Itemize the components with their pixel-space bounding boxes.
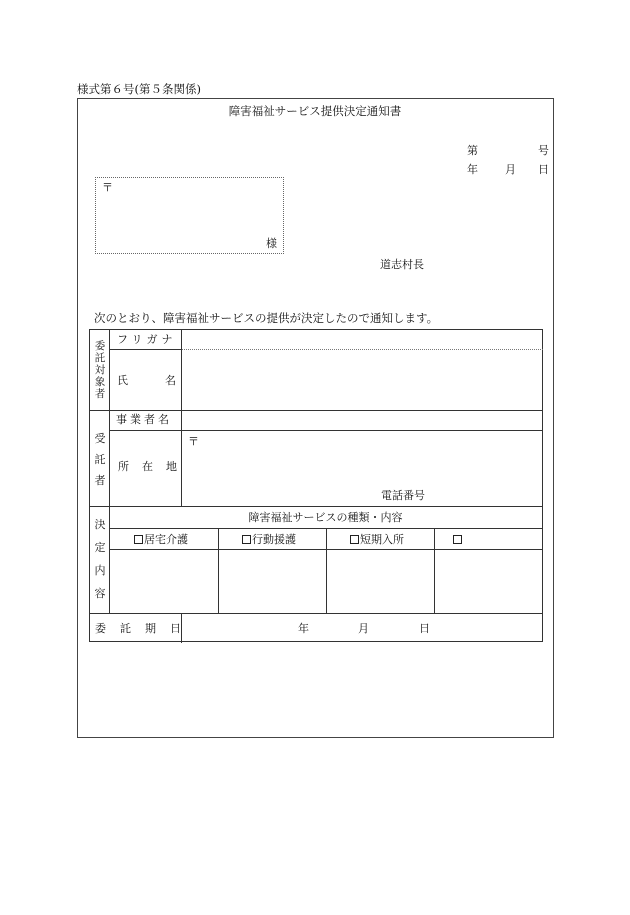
section-contractor-label: 受託者 (94, 432, 106, 487)
section-decision-label: 決定内容 (94, 518, 106, 600)
period-year: 年 (298, 622, 309, 635)
name-label-first: 氏 (117, 374, 128, 387)
furigana-line (109, 349, 182, 350)
doc-number-prefix: 第 (467, 144, 478, 157)
service-option-short-stay[interactable]: 短期入所 (350, 534, 404, 545)
section-divider (109, 330, 110, 613)
service-col-divider-3 (434, 528, 435, 613)
checkbox-icon[interactable] (134, 535, 143, 544)
checkbox-icon[interactable] (350, 535, 359, 544)
doc-number-suffix: 号 (538, 144, 549, 157)
row-line (90, 410, 542, 411)
service-option-home-care[interactable]: 居宅介護 (134, 534, 188, 545)
checkbox-icon[interactable] (242, 535, 251, 544)
location-label: 所在地 (118, 460, 190, 473)
intro-text: 次のとおり、障害福祉サービスの提供が決定したので通知します。 (94, 311, 439, 325)
furigana-dotted-line (181, 349, 543, 350)
issuer-name: 道志村長 (380, 258, 424, 271)
honorific-sama: 様 (266, 237, 277, 250)
service-option-behavior-support[interactable]: 行動援護 (242, 534, 296, 545)
date-day: 日 (538, 163, 549, 176)
date-month: 月 (505, 163, 516, 176)
phone-label: 電話番号 (381, 489, 425, 502)
location-postal-mark: 〒 (188, 435, 199, 448)
business-name-label: 事業者名 (116, 413, 172, 426)
checkbox-icon[interactable] (453, 535, 462, 544)
postal-mark: 〒 (102, 181, 113, 194)
row-line (109, 549, 542, 550)
recipient-address-box (95, 177, 284, 254)
service-col-divider-1 (218, 528, 219, 613)
date-year: 年 (467, 163, 478, 176)
row-line (109, 528, 542, 529)
row-line (90, 613, 542, 614)
document-title: 障害福祉サービス提供決定通知書 (228, 104, 402, 118)
service-option-other[interactable] (453, 534, 463, 545)
services-header: 障害福祉サービスの種類・内容 (248, 511, 403, 524)
period-month: 月 (358, 622, 369, 635)
section-subject-label: 委託対象者 (94, 340, 106, 400)
form-number-label: 様式第６号(第５条関係) (77, 82, 201, 96)
name-label-second: 名 (165, 374, 176, 387)
service-decision-table (89, 329, 543, 642)
period-label: 委託期日 (95, 622, 195, 635)
service-col-divider-2 (326, 528, 327, 613)
label-divider (181, 330, 182, 506)
furigana-label: フリガナ (117, 333, 177, 346)
row-line (109, 430, 542, 431)
row-line (90, 506, 542, 507)
period-day: 日 (419, 622, 430, 635)
